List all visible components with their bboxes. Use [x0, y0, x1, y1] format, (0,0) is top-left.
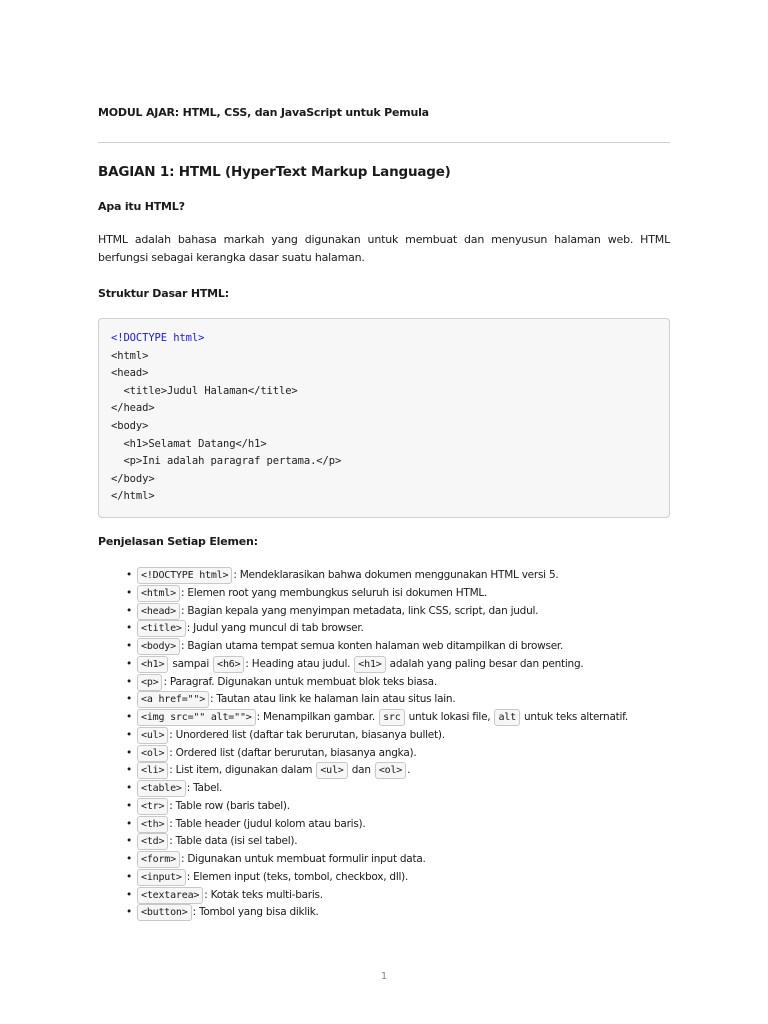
- list-item-text: : Judul yang muncul di tab browser.: [186, 622, 364, 635]
- code-tag: <textarea>: [137, 887, 203, 904]
- list-item: [126, 584, 487, 602]
- code-tag: <html>: [137, 585, 180, 602]
- list-item-text: untuk lokasi file,: [405, 711, 494, 723]
- code-tag: <table>: [137, 780, 186, 797]
- bullet: •: [126, 640, 132, 652]
- list-item: [126, 690, 455, 708]
- list-item: [126, 903, 319, 921]
- list-item-text: : Ordered list (daftar berurutan, biasanya angka).: [169, 746, 417, 759]
- code-line: <h1>Selamat Datang</h1>: [111, 437, 267, 450]
- code-tag: <th>: [137, 816, 168, 833]
- structure-heading: Struktur Dasar HTML:: [98, 287, 229, 300]
- code-line: <body>: [111, 420, 149, 432]
- code-tag: <button>: [137, 904, 192, 921]
- explanation-heading: Penjelasan Setiap Elemen:: [98, 535, 258, 548]
- code-tag: <ol>: [375, 762, 406, 779]
- section-heading: BAGIAN 1: HTML (HyperText Markup Language): [98, 164, 451, 180]
- list-item: [126, 637, 563, 655]
- list-item: [126, 566, 558, 584]
- divider: [98, 142, 670, 143]
- bullet: •: [126, 693, 132, 706]
- bullet: •: [126, 675, 132, 688]
- list-item-text: : Unordered list (daftar tak berurutan, biasanya bullet).: [169, 728, 445, 741]
- bullet: •: [126, 746, 132, 759]
- list-item: [126, 815, 366, 833]
- bullet: •: [126, 728, 132, 741]
- code-tag: <a href="">: [137, 691, 209, 708]
- code-line: <p>Ini adalah paragraf pertama.</p>: [111, 455, 342, 468]
- code-tag: <h1>: [137, 656, 168, 673]
- what-is-html-heading: Apa itu HTML?: [98, 200, 185, 213]
- code-block: [98, 318, 670, 518]
- list-item-text: : Table row (baris tabel).: [169, 799, 290, 812]
- bullet: •: [126, 586, 132, 599]
- code-tag: <h6>: [213, 656, 244, 673]
- code-tag: <img src="" alt="">: [137, 709, 256, 726]
- list-item-text: : Heading atau judul.: [245, 657, 354, 670]
- bullet: •: [126, 799, 132, 812]
- code-tag: <td>: [137, 833, 168, 850]
- code-tag: <form>: [137, 851, 180, 868]
- list-item: [126, 779, 222, 797]
- bullet: •: [126, 853, 132, 865]
- list-item-text: untuk teks alternatif.: [520, 711, 628, 723]
- list-item: [126, 744, 416, 762]
- list-item-text: : List item, digunakan dalam: [169, 764, 316, 777]
- list-item-text: adalah yang paling besar dan penting.: [386, 657, 584, 670]
- list-item: [126, 850, 426, 868]
- bullet: •: [126, 906, 132, 919]
- bullet: •: [126, 657, 132, 670]
- code-tag: <input>: [137, 869, 186, 886]
- bullet: •: [126, 817, 132, 830]
- bullet: •: [126, 604, 132, 617]
- bullet: •: [126, 888, 132, 901]
- code-tag: <h1>: [354, 656, 385, 673]
- code-tag: <title>: [137, 620, 186, 637]
- code-line: <head>: [111, 367, 149, 380]
- list-item: [126, 726, 445, 744]
- list-item-text: : Table data (isi sel tabel).: [169, 835, 298, 848]
- list-item-text: dan: [348, 764, 374, 777]
- bullet: •: [126, 835, 132, 848]
- code-line: </html>: [111, 490, 155, 503]
- code-tag: <ol>: [137, 745, 168, 762]
- list-item-text: : Tautan atau link ke halaman lain atau situs lain.: [210, 693, 456, 706]
- list-item: [126, 797, 290, 815]
- list-item: [126, 761, 410, 779]
- bullet: •: [126, 870, 132, 883]
- code-tag: <li>: [137, 762, 168, 779]
- list-item-text: : Table header (judul kolom atau baris).: [169, 817, 366, 830]
- code-line: <!DOCTYPE html>: [111, 332, 205, 344]
- bullet: •: [126, 764, 132, 777]
- list-item: [126, 886, 323, 904]
- list-item-text: : Tombol yang bisa diklik.: [192, 906, 319, 919]
- bullet: •: [126, 569, 132, 581]
- list-item: [126, 832, 297, 850]
- bullet: •: [126, 711, 132, 723]
- list-item-text: : Bagian utama tempat semua konten halaman web ditampilkan di browser.: [180, 640, 564, 652]
- code-tag: <p>: [137, 674, 162, 691]
- list-item: [126, 602, 538, 620]
- code-tag: src: [379, 709, 404, 726]
- list-item-text: sampai: [169, 657, 213, 670]
- list-item: [126, 868, 408, 886]
- code-tag: <body>: [137, 638, 180, 655]
- document-title: MODUL AJAR: HTML, CSS, dan JavaScript untuk Pemula: [98, 106, 429, 119]
- list-item-text: : Elemen input (teks, tombol, checkbox, dll).: [186, 870, 409, 883]
- list-item-text: .: [407, 764, 411, 777]
- list-item-text: : Elemen root yang membungkus seluruh isi dokumen HTML.: [180, 586, 488, 599]
- code-line: <title>Judul Halaman</title>: [111, 384, 298, 397]
- list-item: [126, 673, 437, 691]
- list-item: [126, 655, 583, 673]
- code-tag: <!DOCTYPE html>: [137, 567, 232, 584]
- code-tag: alt: [494, 709, 519, 726]
- code-line: <html>: [111, 349, 149, 362]
- list-item-text: : Menampilkan gambar.: [256, 711, 379, 723]
- list-item-text: : Tabel.: [186, 782, 223, 794]
- code-line: </head>: [111, 402, 155, 415]
- code-tag: <ul>: [137, 727, 168, 744]
- list-item-text: : Bagian kepala yang menyimpan metadata, link CSS, script, dan judul.: [180, 604, 539, 617]
- code-line: </body>: [111, 472, 155, 485]
- list-item-text: : Digunakan untuk membuat formulir input data.: [180, 853, 426, 865]
- list-item: [126, 708, 628, 726]
- page-number: 1: [380, 971, 388, 982]
- bullet: •: [126, 782, 132, 794]
- list-item-text: : Paragraf. Digunakan untuk membuat blok teks biasa.: [163, 675, 437, 688]
- list-item: [126, 619, 364, 637]
- code-tag: <head>: [137, 603, 180, 620]
- list-item-text: : Mendeklarasikan bahwa dokumen menggunakan HTML versi 5.: [233, 569, 559, 581]
- list-item-text: : Kotak teks multi-baris.: [204, 888, 323, 901]
- code-tag: <tr>: [137, 798, 168, 815]
- bullet: •: [126, 622, 132, 635]
- code-tag: <ul>: [316, 762, 347, 779]
- what-is-html-paragraph: HTML adalah bahasa markah yang digunakan untuk membuat dan menyusun halaman web. HTML berfungsi sebagai kerangka dasar suatu halaman.: [98, 233, 670, 264]
